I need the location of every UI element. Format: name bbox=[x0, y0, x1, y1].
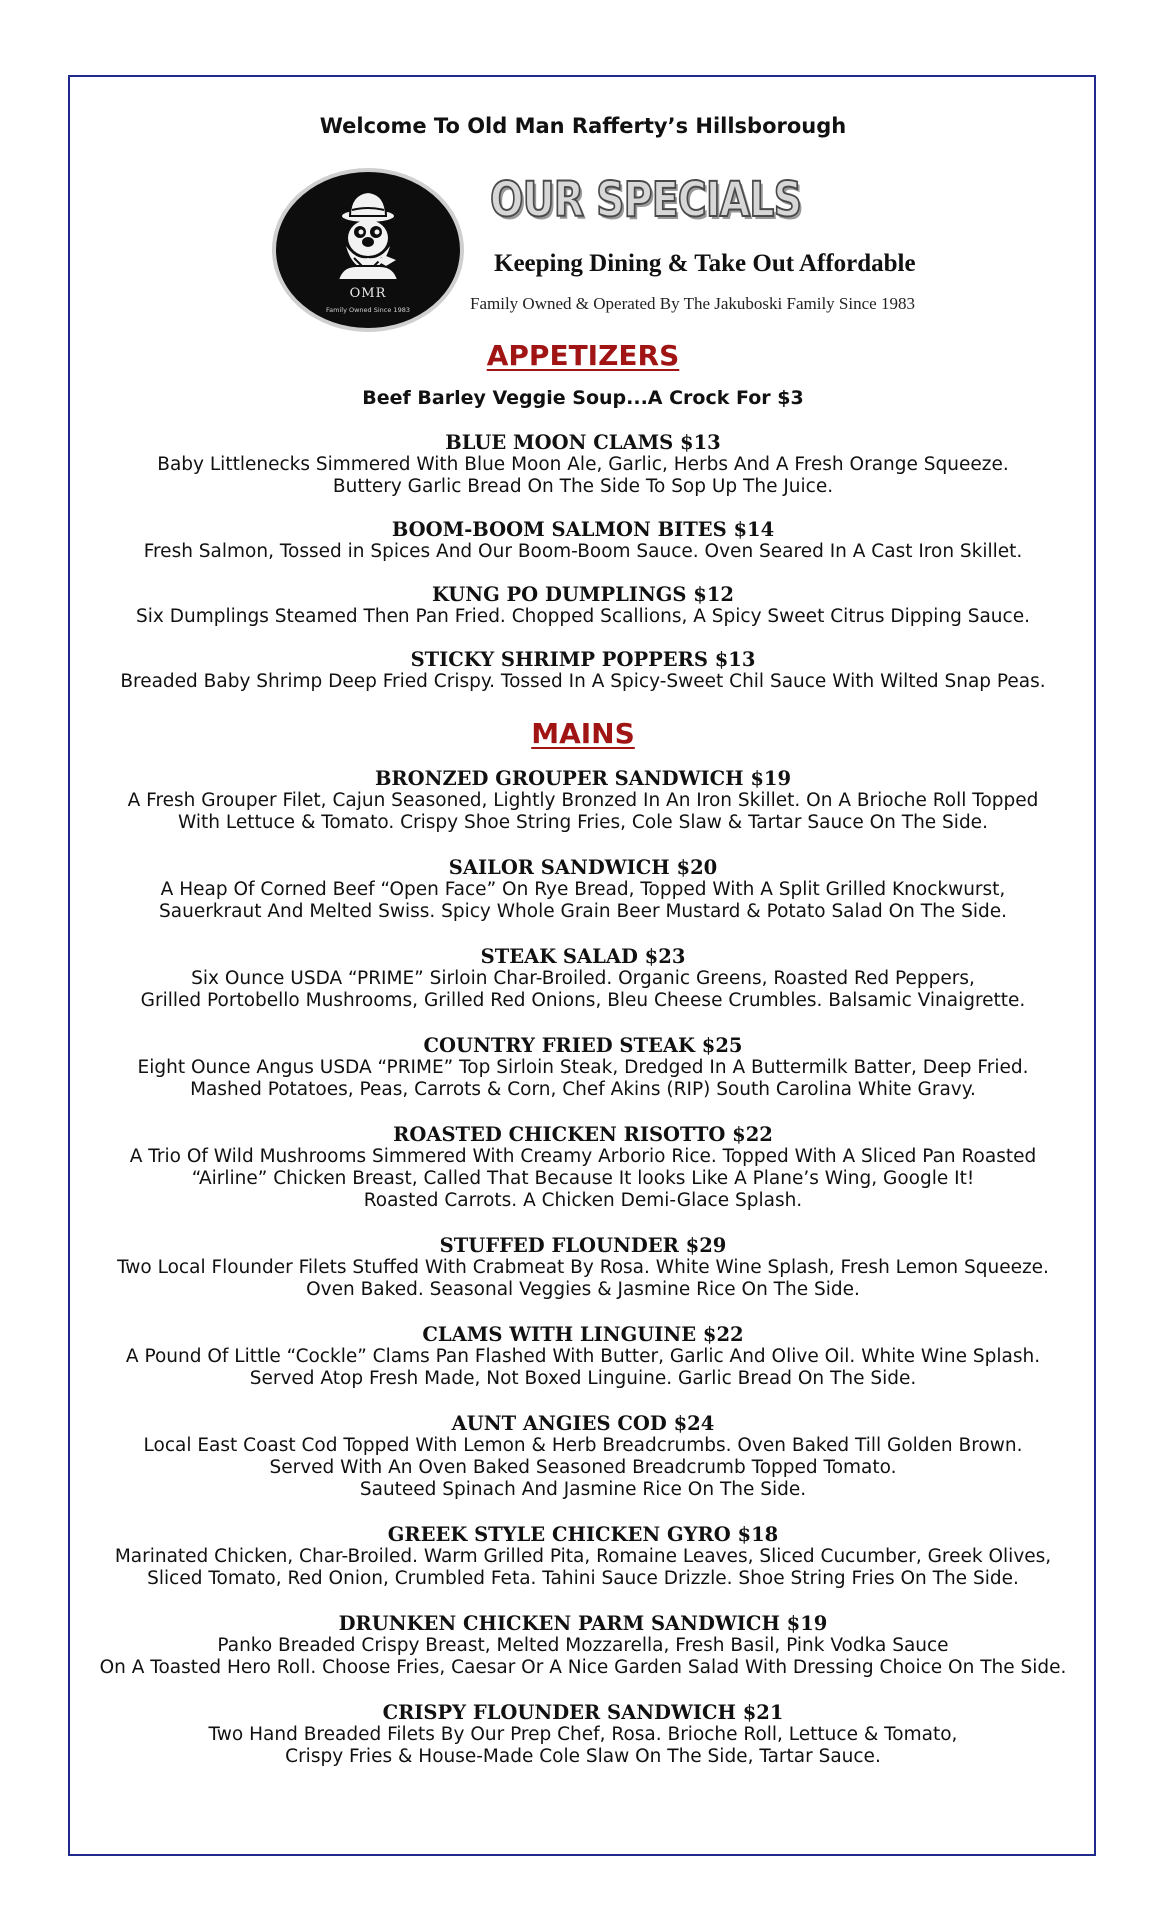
menu-item-title: CRISPY FLOUNDER SANDWICH $21 bbox=[382, 1701, 784, 1724]
menu-item-description bbox=[80, 541, 1086, 563]
menu-item-title: BOOM-BOOM SALMON BITES $14 bbox=[391, 518, 775, 541]
description-line: A Heap Of Corned Beef “Open Face” On Rye Bread, Topped With A Split Grilled Knockwurst, bbox=[160, 879, 1006, 900]
description-line: Baby Littlenecks Simmered With Blue Moon Ale, Garlic, Herbs And A Fresh Orange Squeeze. bbox=[157, 454, 1009, 475]
menu-item-description bbox=[80, 1724, 1086, 1768]
menu-item bbox=[80, 432, 1086, 498]
menu-item-description bbox=[80, 671, 1086, 693]
appetizers-heading: APPETIZERS bbox=[486, 339, 680, 372]
menu-item-title: COUNTRY FRIED STEAK $25 bbox=[423, 1034, 743, 1057]
menu-item bbox=[80, 1524, 1086, 1590]
menu-item-description bbox=[80, 606, 1086, 628]
restaurant-logo bbox=[272, 168, 464, 332]
description-line: Served With An Oven Baked Seasoned Breadcrumb Topped Tomato. bbox=[269, 1457, 897, 1478]
family-owned-line: Family Owned & Operated By The Jakuboski Family Since 1983 bbox=[470, 294, 915, 313]
description-line: Two Hand Breaded Filets By Our Prep Chef, Rosa. Brioche Roll, Lettuce & Tomato, bbox=[208, 1724, 958, 1745]
description-line: Sliced Tomato, Red Onion, Crumbled Feta. Tahini Sauce Drizzle. Shoe String Fries On The Side. bbox=[147, 1568, 1019, 1589]
menu-item-description bbox=[80, 790, 1086, 834]
menu-item bbox=[80, 1124, 1086, 1212]
menu-item-description bbox=[80, 1146, 1086, 1212]
description-line: With Lettuce & Tomato. Crispy Shoe String Fries, Cole Slaw & Tartar Sauce On The Side. bbox=[178, 812, 988, 833]
specials-title: OUR SPECIALS bbox=[490, 172, 802, 228]
menu-item bbox=[80, 1235, 1086, 1301]
soup-special: Beef Barley Veggie Soup...A Crock For $3 bbox=[362, 387, 804, 409]
description-line: Six Ounce USDA “PRIME” Sirloin Char-Broiled. Organic Greens, Roasted Red Peppers, bbox=[191, 968, 975, 989]
menu-item-title: BLUE MOON CLAMS $13 bbox=[445, 431, 721, 454]
menu-item bbox=[80, 519, 1086, 563]
menu-item-description bbox=[80, 1346, 1086, 1390]
welcome-heading: Welcome To Old Man Rafferty’s Hillsborough bbox=[319, 114, 847, 138]
description-line: Sauerkraut And Melted Swiss. Spicy Whole Grain Beer Mustard & Potato Salad On The Side. bbox=[159, 901, 1007, 922]
menu-item bbox=[80, 649, 1086, 693]
menu-item-title: CLAMS WITH LINGUINE $22 bbox=[422, 1323, 744, 1346]
menu-item-description bbox=[80, 1546, 1086, 1590]
menu-item-description bbox=[80, 1257, 1086, 1301]
menu-item-description bbox=[80, 879, 1086, 923]
description-line: Eight Ounce Angus USDA “PRIME” Top Sirloin Steak, Dredged In A Buttermilk Batter, Deep Fried. bbox=[137, 1057, 1029, 1078]
menu-item-title: ROASTED CHICKEN RISOTTO $22 bbox=[393, 1123, 773, 1146]
menu-item bbox=[80, 768, 1086, 834]
description-line: Buttery Garlic Bread On The Side To Sop Up The Juice. bbox=[332, 476, 834, 497]
menu-item-title: SAILOR SANDWICH $20 bbox=[448, 856, 718, 879]
description-line: A Trio Of Wild Mushrooms Simmered With Creamy Arborio Rice. Topped With A Sliced Pan Roasted bbox=[129, 1146, 1037, 1167]
menu-item-title: STUFFED FLOUNDER $29 bbox=[439, 1234, 727, 1257]
description-line: Crispy Fries & House-Made Cole Slaw On The Side, Tartar Sauce. bbox=[285, 1746, 881, 1767]
description-line: Breaded Baby Shrimp Deep Fried Crispy. Tossed In A Spicy-Sweet Chil Sauce With Wilted Snap Peas. bbox=[120, 671, 1046, 692]
description-line: Mashed Potatoes, Peas, Carrots & Corn, Chef Akins (RIP) South Carolina White Gravy. bbox=[190, 1079, 976, 1100]
menu-item-description bbox=[80, 1057, 1086, 1101]
appetizers-list bbox=[80, 432, 1086, 693]
menu-item-title: AUNT ANGIES COD $24 bbox=[451, 1412, 715, 1435]
menu-item bbox=[80, 1324, 1086, 1390]
mains-list bbox=[80, 768, 1086, 1768]
description-line: Panko Breaded Crispy Breast, Melted Mozzarella, Fresh Basil, Pink Vodka Sauce bbox=[217, 1635, 949, 1656]
description-line: Six Dumplings Steamed Then Pan Fried. Chopped Scallions, A Spicy Sweet Citrus Dipping Sauce. bbox=[136, 606, 1030, 627]
menu-item bbox=[80, 584, 1086, 628]
menu-item bbox=[80, 1702, 1086, 1768]
mains-heading: MAINS bbox=[531, 717, 635, 750]
menu-item-title: KUNG PO DUMPLINGS $12 bbox=[431, 583, 734, 606]
tagline: Keeping Dining & Take Out Affordable bbox=[494, 250, 916, 277]
menu-item-title: GREEK STYLE CHICKEN GYRO $18 bbox=[387, 1523, 779, 1546]
menu-item-description bbox=[80, 1435, 1086, 1501]
description-line: Grilled Portobello Mushrooms, Grilled Red Onions, Bleu Cheese Crumbles. Balsamic Vinaigrette. bbox=[140, 990, 1026, 1011]
description-line: Marinated Chicken, Char-Broiled. Warm Grilled Pita, Romaine Leaves, Sliced Cucumber, Greek Olives, bbox=[114, 1546, 1052, 1567]
menu-item-description bbox=[80, 1635, 1086, 1679]
description-line: Local East Coast Cod Topped With Lemon & Herb Breadcrumbs. Oven Baked Till Golden Brown. bbox=[143, 1435, 1023, 1456]
logo-tagline: Family Owned Since 1983 bbox=[326, 306, 410, 314]
menu-item-description bbox=[80, 968, 1086, 1012]
menu-item bbox=[80, 1613, 1086, 1679]
menu-item-title: STEAK SALAD $23 bbox=[480, 945, 686, 968]
description-line: Sauteed Spinach And Jasmine Rice On The Side. bbox=[359, 1479, 807, 1500]
menu-item bbox=[80, 946, 1086, 1012]
description-line: A Fresh Grouper Filet, Cajun Seasoned, Lightly Bronzed In An Iron Skillet. On A Brioche Roll Topped bbox=[127, 790, 1039, 811]
logo-monogram: OMR bbox=[349, 286, 387, 301]
description-line: “Airline” Chicken Breast, Called That Because It looks Like A Plane’s Wing, Google It! bbox=[191, 1168, 975, 1189]
menu-item bbox=[80, 1035, 1086, 1101]
description-line: Oven Baked. Seasonal Veggies & Jasmine Rice On The Side. bbox=[306, 1279, 860, 1300]
description-line: Two Local Flounder Filets Stuffed With Crabmeat By Rosa. White Wine Splash, Fresh Lemon Squeeze. bbox=[117, 1257, 1049, 1278]
description-line: Roasted Carrots. A Chicken Demi-Glace Splash. bbox=[363, 1190, 803, 1211]
menu-item-title: BRONZED GROUPER SANDWICH $19 bbox=[374, 767, 792, 790]
menu-item-title: STICKY SHRIMP POPPERS $13 bbox=[410, 648, 756, 671]
menu-item bbox=[80, 857, 1086, 923]
description-line: Served Atop Fresh Made, Not Boxed Linguine. Garlic Bread On The Side. bbox=[249, 1368, 917, 1389]
old-man-mascot-icon bbox=[276, 172, 460, 328]
menu-item-description bbox=[80, 454, 1086, 498]
description-line: On A Toasted Hero Roll. Choose Fries, Caesar Or A Nice Garden Salad With Dressing Choice On The Side. bbox=[99, 1657, 1067, 1678]
menu-item bbox=[80, 1413, 1086, 1501]
menu-item-title: DRUNKEN CHICKEN PARM SANDWICH $19 bbox=[338, 1612, 828, 1635]
description-line: A Pound Of Little “Cockle” Clams Pan Flashed With Butter, Garlic And Olive Oil. White Wine Splash. bbox=[125, 1346, 1041, 1367]
description-line: Fresh Salmon, Tossed in Spices And Our Boom-Boom Sauce. Oven Seared In A Cast Iron Skillet. bbox=[143, 541, 1023, 562]
